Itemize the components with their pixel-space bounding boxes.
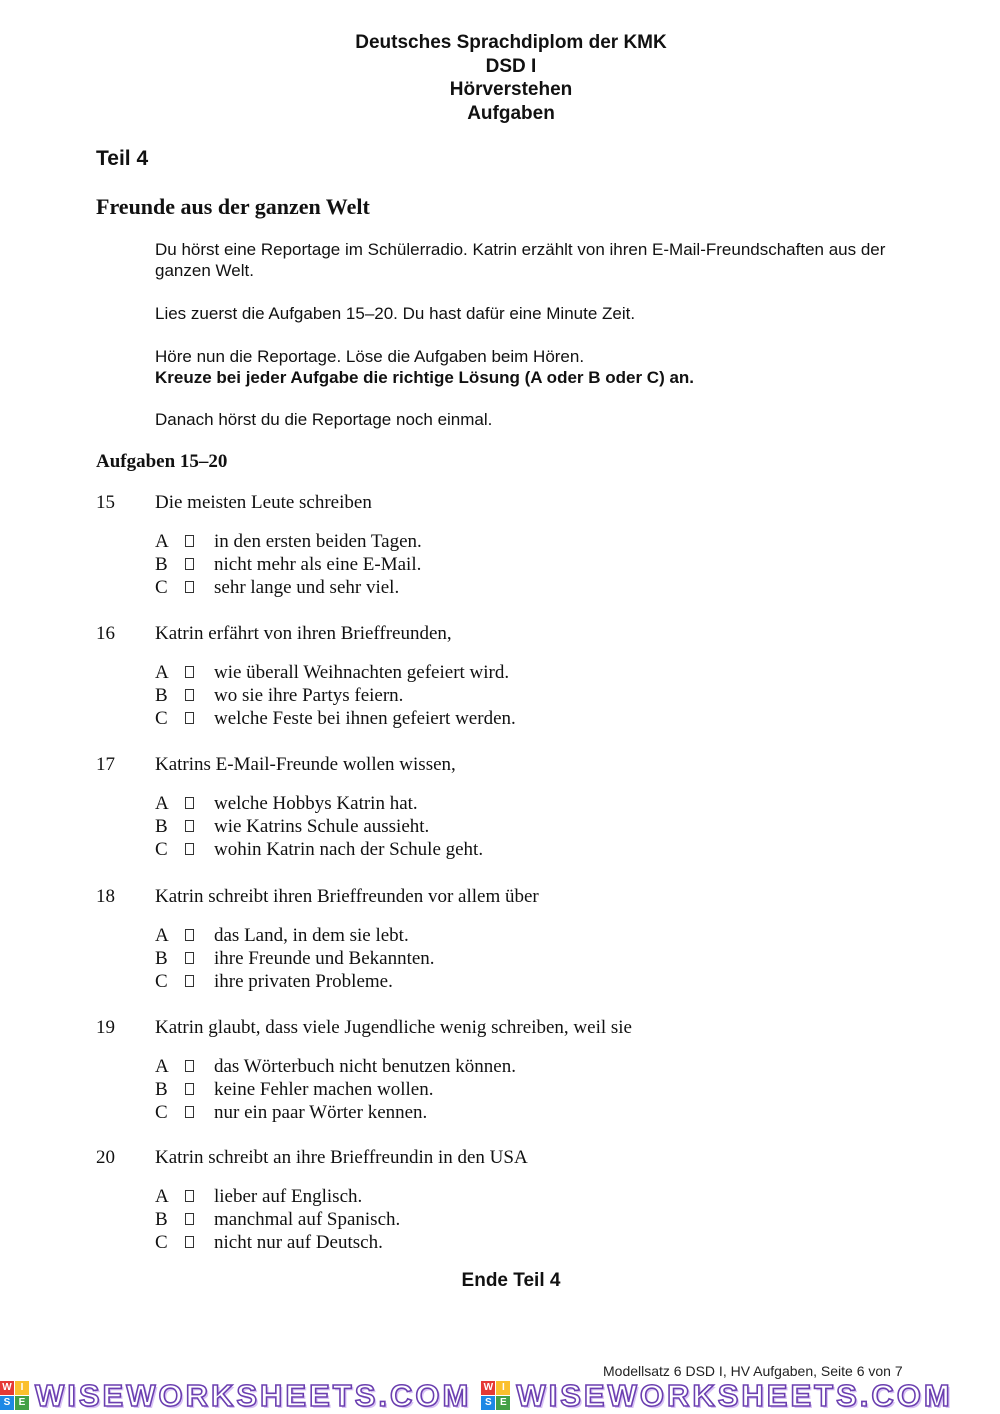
answer-checkbox[interactable] [185, 952, 194, 964]
option-text: das Land, in dem sie lebt. [214, 925, 409, 946]
answer-checkbox[interactable] [185, 843, 194, 855]
end-marker: Ende Teil 4 [461, 1270, 561, 1291]
option-text: nicht nur auf Deutsch. [214, 1232, 383, 1254]
question-number: 20 [96, 1147, 115, 1168]
answer-checkbox[interactable] [185, 1236, 194, 1248]
question-number: 18 [96, 886, 115, 907]
answer-checkbox[interactable] [185, 820, 194, 832]
logo-tile: W [0, 1381, 14, 1395]
option-letter: A [155, 925, 169, 946]
answer-checkbox[interactable] [185, 975, 194, 987]
option-text: ihre privaten Probleme. [214, 971, 393, 993]
answer-checkbox[interactable] [185, 1213, 194, 1225]
option-text: welche Hobbys Katrin hat. [214, 793, 418, 814]
wiseworksheets-logo-icon [0, 1381, 29, 1410]
logo-tile: I [15, 1381, 29, 1395]
answer-checkbox[interactable] [185, 666, 194, 678]
option-letter: A [155, 662, 169, 683]
question-number: 17 [96, 754, 115, 775]
section-title: Teil 4 [96, 147, 149, 170]
answer-checkbox[interactable] [185, 689, 194, 701]
option-text: wie Katrins Schule aussieht. [214, 816, 430, 838]
option-letter: C [155, 839, 168, 861]
option-letter: B [155, 1209, 168, 1231]
logo-tile: E [496, 1396, 510, 1410]
option-text: manchmal auf Spanisch. [214, 1209, 401, 1231]
subtitle: Freunde aus der ganzen Welt [96, 194, 370, 219]
intro-instruction-bold: Kreuze bei jeder Aufgabe die richtige Lösung (A oder B oder C) an. [155, 368, 695, 387]
option-letter: A [155, 1056, 169, 1077]
option-text: nur ein paar Wörter kennen. [214, 1102, 428, 1124]
watermark-unit [0, 1378, 471, 1414]
answer-checkbox[interactable] [185, 581, 194, 593]
wiseworksheets-logo-icon [481, 1381, 510, 1410]
option-text: welche Feste bei ihnen gefeiert werden. [214, 708, 516, 730]
question-stem: Katrin schreibt ihren Brieffreunden vor allem über [155, 886, 539, 907]
document-header [0, 31, 1000, 125]
question-stem: Katrin glaubt, dass viele Jugendliche wenig schreiben, weil sie [155, 1017, 632, 1038]
option-letter: A [155, 1186, 169, 1207]
option-text: wohin Katrin nach der Schule geht. [214, 839, 484, 861]
answer-checkbox[interactable] [185, 558, 194, 570]
logo-tile: S [0, 1396, 14, 1410]
option-text: keine Fehler machen wollen. [214, 1079, 434, 1101]
answer-checkbox[interactable] [185, 1106, 194, 1118]
header-line-1: Deutsches Sprachdiplom der KMK [355, 32, 667, 53]
answer-checkbox[interactable] [185, 535, 194, 547]
question-number: 15 [96, 492, 115, 513]
option-text: nicht mehr als eine E-Mail. [214, 554, 422, 576]
answer-checkbox[interactable] [185, 1060, 194, 1072]
intro-paragraph-3-text: Höre nun die Reportage. Löse die Aufgaben beim Hören. [155, 347, 585, 366]
logo-tile: W [481, 1381, 495, 1395]
intro-paragraph-2: Lies zuerst die Aufgaben 15–20. Du hast dafür eine Minute Zeit. [155, 304, 636, 323]
option-text: lieber auf Englisch. [214, 1186, 363, 1207]
question-stem: Katrin erfährt von ihren Brieffreunden, [155, 623, 452, 644]
question-stem: Katrins E-Mail-Freunde wollen wissen, [155, 754, 456, 775]
option-letter: C [155, 971, 168, 993]
option-letter: C [155, 1102, 168, 1124]
watermark-text: WISEWORKSHEETS.COM [35, 1377, 472, 1413]
option-text: wo sie ihre Partys feiern. [214, 685, 404, 707]
option-letter: C [155, 1232, 168, 1254]
option-text: in den ersten beiden Tagen. [214, 531, 422, 552]
option-text: ihre Freunde und Bekannten. [214, 948, 435, 970]
answer-checkbox[interactable] [185, 1190, 194, 1202]
header-line-4: Aufgaben [467, 102, 555, 124]
option-letter: B [155, 816, 168, 838]
header-line-2: DSD I [485, 55, 537, 77]
watermark-banner [0, 1378, 1000, 1413]
logo-tile: E [15, 1396, 29, 1410]
answer-checkbox[interactable] [185, 797, 194, 809]
question-stem: Katrin schreibt an ihre Brieffreundin in den USA [155, 1147, 528, 1168]
option-text: das Wörterbuch nicht benutzen können. [214, 1056, 516, 1077]
option-letter: C [155, 708, 168, 730]
intro-paragraph-3 [155, 346, 925, 388]
question-number: 19 [96, 1017, 115, 1038]
logo-tile: S [481, 1396, 495, 1410]
answer-checkbox[interactable] [185, 1083, 194, 1095]
option-letter: B [155, 948, 168, 970]
intro-paragraph-1: Du hörst eine Reportage im Schülerradio. Katrin erzählt von ihren E-Mail-Freundschaften aus der ganzen Welt. [155, 240, 886, 280]
answer-checkbox[interactable] [185, 712, 194, 724]
watermark-unit [481, 1378, 952, 1414]
option-letter: A [155, 531, 169, 552]
watermark-text: WISEWORKSHEETS.COM [516, 1377, 953, 1413]
question-stem: Die meisten Leute schreiben [155, 492, 372, 513]
option-letter: A [155, 793, 169, 814]
header-line-3: Hörverstehen [449, 79, 573, 100]
logo-tile: I [496, 1381, 510, 1395]
option-letter: B [155, 685, 168, 707]
answer-checkbox[interactable] [185, 929, 194, 941]
page-footer: Modellsatz 6 DSD I, HV Aufgaben, Seite 6 von 7 [603, 1363, 903, 1379]
option-letter: B [155, 554, 168, 576]
question-number: 16 [96, 623, 115, 644]
option-text: sehr lange und sehr viel. [214, 577, 400, 599]
option-text: wie überall Weihnachten gefeiert wird. [214, 662, 510, 683]
intro-paragraph-4: Danach hörst du die Reportage noch einmal. [155, 410, 493, 429]
option-letter: C [155, 577, 168, 599]
option-letter: B [155, 1079, 168, 1101]
tasks-heading: Aufgaben 15–20 [96, 451, 228, 472]
